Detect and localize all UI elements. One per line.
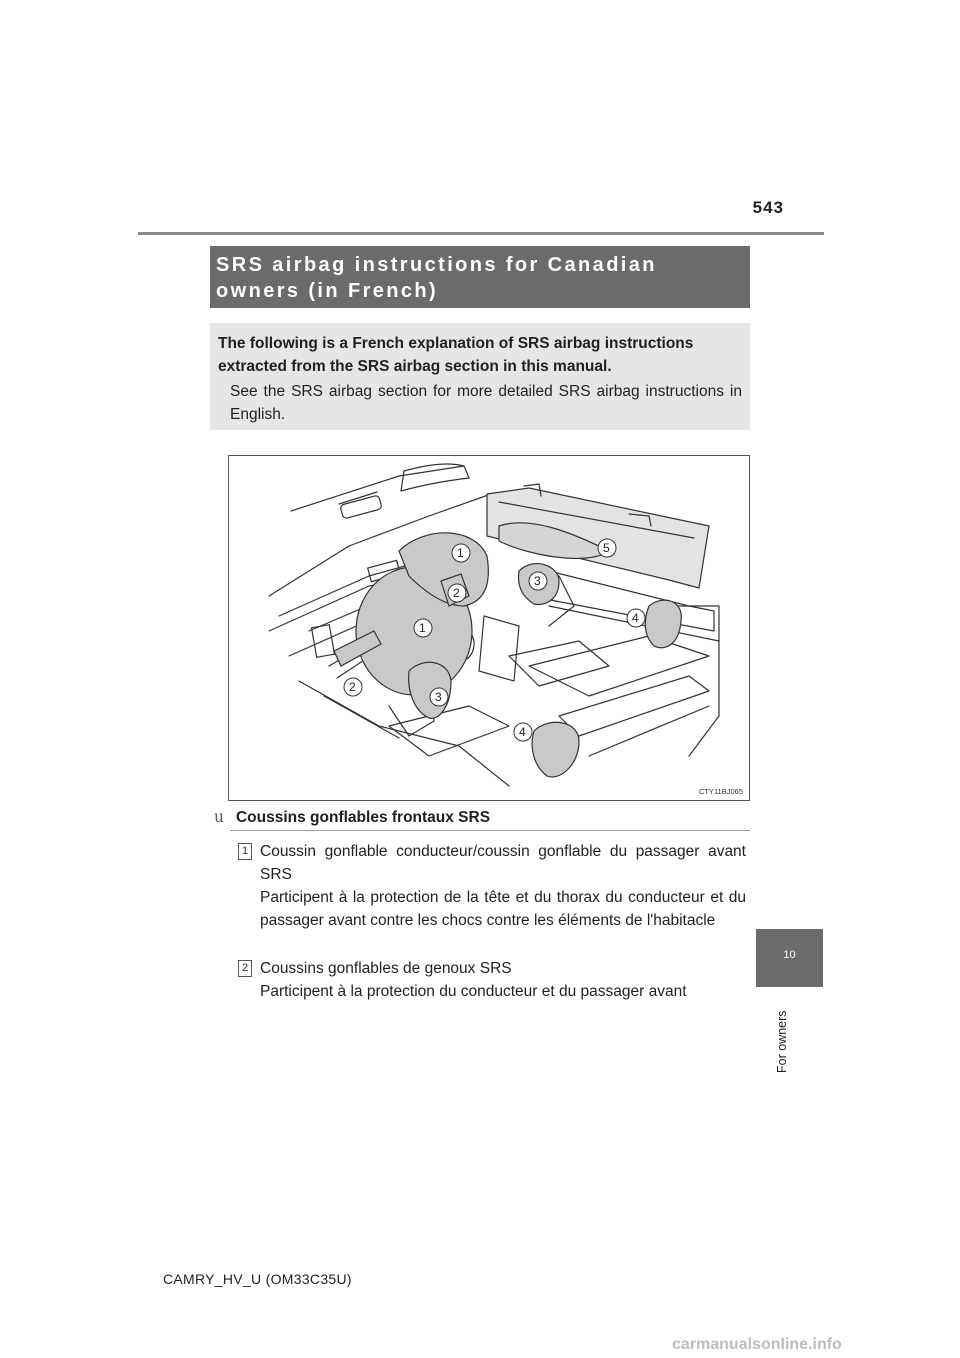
callout-1-lower: 1 (419, 621, 426, 635)
item-description: Participent à la protection du conducteur et du passager avant (260, 983, 687, 1000)
item-description: Participent à la protection de la tête et du thorax du conducteur et du passager avant contre les chocs contre les éléments de l'habitacle (260, 889, 746, 929)
section-title: SRS airbag instructions for Canadian owners (in French) (216, 254, 657, 302)
section-bullet: u (214, 808, 224, 826)
callout-2-lower: 2 (349, 680, 356, 694)
callout-5: 5 (603, 541, 610, 555)
airbag-illustration (228, 455, 750, 801)
footer-model-code: CAMRY_HV_U (OM33C35U) (163, 1271, 352, 1287)
callout-1-upper: 1 (457, 546, 464, 560)
section-heading (214, 808, 490, 827)
item-number: 2 (238, 960, 252, 977)
callout-2-upper: 2 (453, 586, 460, 600)
chapter-label-box (773, 995, 797, 1075)
callout-3-lower: 3 (435, 690, 442, 704)
section-rule (230, 830, 750, 831)
rear-side-airbag-shape-right (645, 600, 681, 648)
intro-normal-text: See the SRS airbag section for more detailed SRS airbag instructions in English. (230, 383, 742, 423)
header-rule (138, 232, 824, 235)
item-title: Coussin gonflable conducteur/coussin gonflable du passager avant SRS (260, 843, 746, 883)
watermark: carmanualsonline.info (672, 1336, 842, 1353)
item-number: 1 (238, 843, 252, 860)
chapter-label: For owners (775, 1010, 789, 1073)
section-heading-text: Coussins gonflables frontaux SRS (235, 809, 491, 826)
callout-4-upper: 4 (632, 611, 639, 625)
car-interior-drawing (229, 456, 749, 800)
intro-box (210, 323, 750, 430)
section-title-box (210, 246, 750, 308)
chapter-number: 10 (783, 949, 796, 961)
page-number: 543 (752, 198, 784, 217)
intro-bold-text: The following is a French explanation of SRS airbag instructions extracted from the SRS airbag section in this manual. (218, 335, 694, 375)
chapter-tab (756, 929, 823, 987)
callout-3-upper: 3 (534, 574, 541, 588)
figure-code: CTY11BJ065 (698, 787, 743, 796)
callout-4-lower: 4 (519, 725, 526, 739)
item-title: Coussins gonflables de genoux SRS (260, 960, 512, 977)
rear-side-airbag-shape-left (532, 722, 579, 777)
